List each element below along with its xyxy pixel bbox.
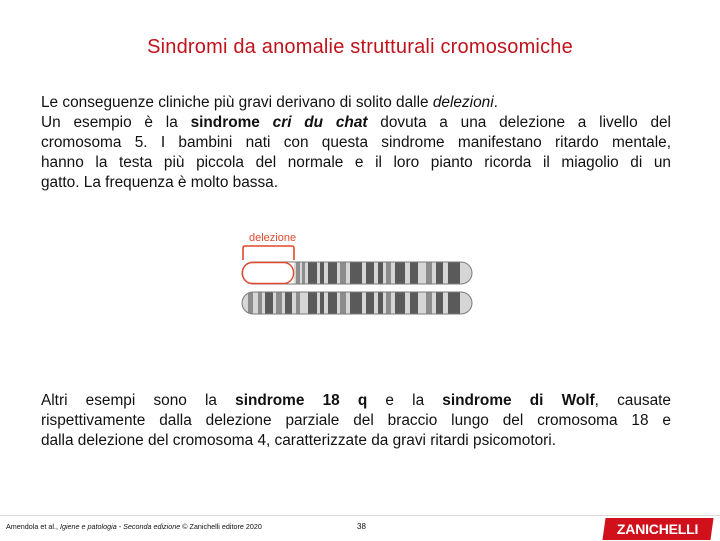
deletion-label: delezione (249, 232, 297, 244)
paragraph-other-line-3: dalla delezione del cromosoma 4, caratterizzate da gravi ritardi psicomotori. (41, 432, 556, 449)
chromosome-pair-diagram (236, 226, 478, 316)
paragraph-other-line-2: rispettivamente dalla delezione parziale del braccio lungo del cromosoma 18 e (41, 412, 671, 429)
publisher-logo: ZANICHELLI (602, 518, 713, 540)
term-sindrome: sindrome (190, 114, 260, 131)
paragraph-other-line-1: Altri esempi sono la sindrome 18 q e la sindrome di Wolf, causate (41, 392, 671, 409)
footer-divider (0, 515, 720, 516)
paragraph-other-examples (41, 391, 671, 451)
normal-chromosome (242, 292, 472, 314)
deletion-bracket (243, 246, 294, 260)
paragraph-intro-line-3: cromosoma 5. I bambini nati con questa sindrome manifestano ritardo mentale, (41, 134, 671, 151)
chromosome-figure (236, 226, 478, 316)
slide-title: Sindromi da anomalie strutturali cromosomiche (147, 36, 573, 58)
paragraph-intro-line-5: gatto. La frequenza è molto bassa. (41, 174, 278, 191)
paragraph-intro-line-2: Un esempio è la sindrome cri du chat dovuta a una delezione a livello del (41, 114, 671, 131)
paragraph-intro-line-1: Le conseguenze cliniche più gravi derivano di solito dalle delezioni. (41, 94, 498, 111)
page-number: 38 (357, 522, 366, 531)
deleted-chromosome (242, 262, 472, 284)
term-delezioni: delezioni (432, 94, 494, 111)
term-sindrome-18q: sindrome 18 q (235, 392, 368, 409)
footer-credit: Amendola et al., Igiene e patologia - Seconda edizione © Zanichelli editore 2020 (6, 522, 262, 531)
term-cri-du-chat: cri du chat (272, 114, 368, 131)
paragraph-intro (41, 93, 671, 193)
paragraph-intro-line-4: hanno la testa più piccola del normale e il loro pianto ricorda il miagolio di un (41, 154, 671, 171)
term-sindrome-di-wolf: sindrome di Wolf (442, 392, 595, 409)
